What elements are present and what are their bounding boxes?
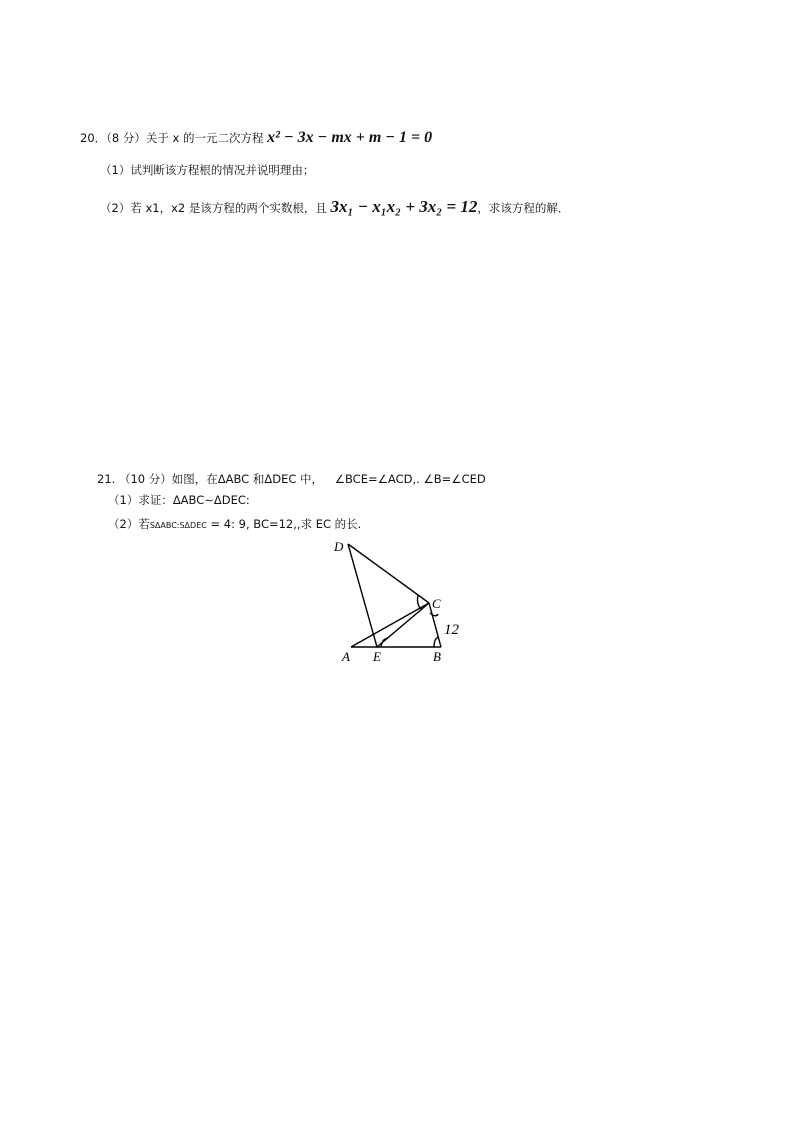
figure-lines	[348, 544, 441, 647]
q20-part1: （1）试判断该方程根的情况并说明理由；	[100, 163, 315, 177]
q21-line1	[97, 471, 486, 487]
q20-part2-suffix: ，求该方程的解．	[477, 201, 570, 215]
label-B: B	[433, 649, 441, 664]
q20-stem: 关于 x 的一元二次方程	[145, 131, 264, 145]
segment-DE	[348, 544, 377, 647]
q20-line1	[80, 129, 432, 147]
q21-stem: 如图，在ΔABC 和ΔDEC 中，	[171, 472, 324, 486]
q20-part2	[100, 197, 569, 217]
side-label-bc: 12	[444, 622, 459, 638]
q21-part1: （1）求证：ΔABC∼ΔDEC:	[108, 493, 250, 507]
q21-points: （10 分）	[118, 472, 172, 486]
q21-number: 21.	[97, 472, 116, 486]
label-D: D	[334, 539, 344, 554]
q21-part2-prefix: （2）若	[108, 517, 150, 531]
label-A: A	[342, 649, 350, 664]
q21-figure	[330, 530, 480, 670]
q20-equation: x² − 3x − mx + m − 1 = 0	[267, 129, 433, 146]
segment-DC	[348, 544, 429, 603]
angle-mark-BCE	[430, 613, 438, 616]
segment-AC	[351, 603, 429, 647]
q21-part2-value: = 4: 9, BC=12,,求 EC 的长.	[210, 517, 362, 531]
q20-points: （8 分）	[106, 131, 146, 145]
q21-part2	[108, 516, 361, 532]
q20-part2-condition: 3x₁ − x₁x₂ + 3x₂ = 12	[330, 197, 478, 216]
q21-given: ∠BCE=∠ACD,. ∠B=∠CED	[334, 472, 486, 486]
label-C: C	[432, 596, 441, 611]
q20-number: 20．	[80, 131, 107, 145]
label-E: E	[373, 649, 381, 664]
q21-area-ratio: SΔABC:SΔDEC	[149, 521, 207, 530]
q20-part2-prefix: （2）若 x1，x2 是该方程的两个实数根，且	[100, 201, 327, 215]
